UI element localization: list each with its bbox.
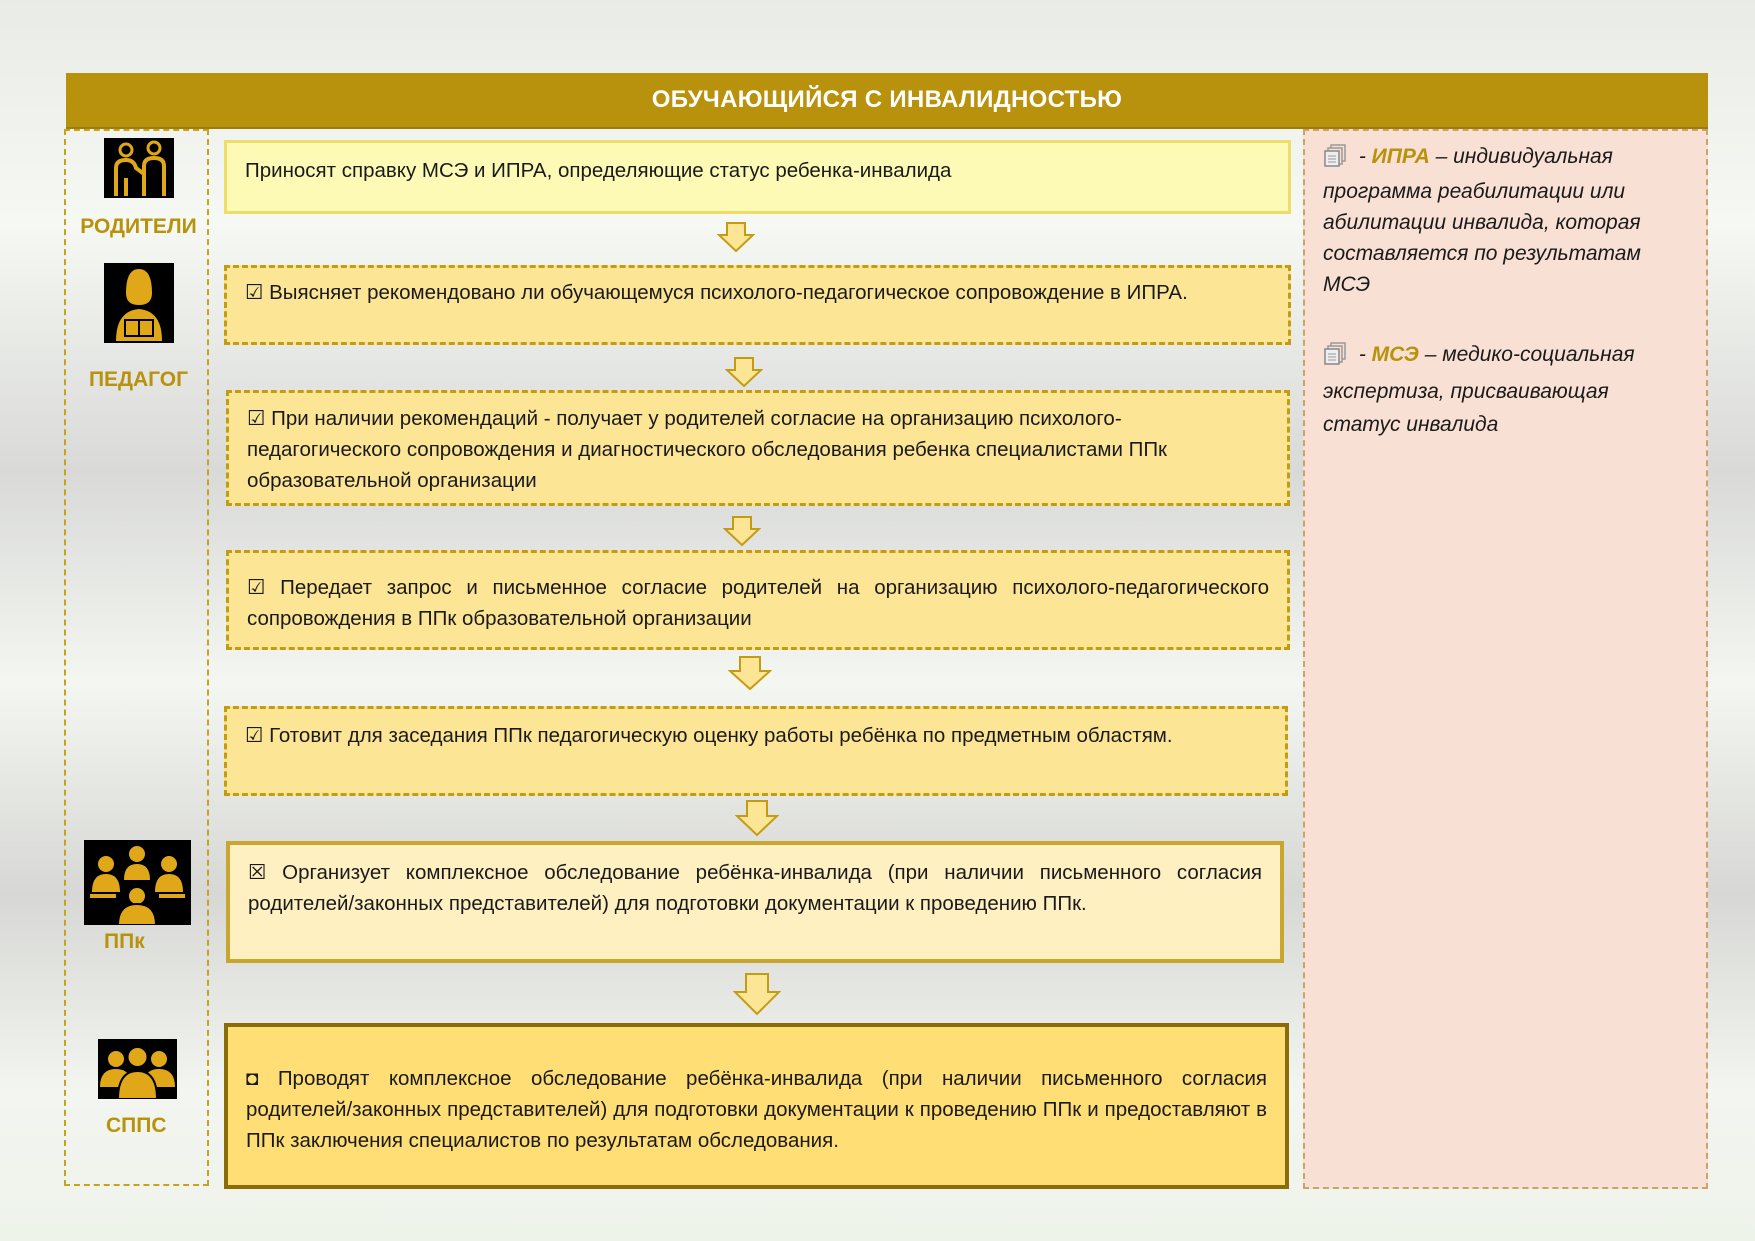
step-7 (224, 1023, 1289, 1189)
step-2 (224, 265, 1291, 345)
check-icon: ☑ (247, 407, 266, 430)
down-arrow-icon (733, 972, 781, 1016)
square-bullet-icon: ◘ (246, 1067, 259, 1090)
down-arrow-icon (717, 221, 755, 253)
step-1 (224, 140, 1291, 214)
check-icon: ☑ (245, 724, 264, 747)
definition-mse (1323, 338, 1692, 441)
down-arrow-icon (735, 799, 779, 837)
down-arrow-icon (723, 515, 761, 547)
document-icon (1323, 341, 1347, 375)
document-icon (1323, 143, 1347, 176)
definition-prefix: - (1353, 145, 1372, 168)
page-title: ОБУЧАЮЩИЙСЯ С ИНВАЛИДНОСТЬЮ (66, 73, 1708, 129)
check-icon: ☑ (247, 576, 266, 599)
down-arrow-icon (725, 356, 763, 388)
step-text: При наличии рекомендаций - получает у родителей согласие на организацию психолого-педагогического сопровождения и диагностического обследования ребенка специалистами ППк образовательной организации (247, 407, 1168, 492)
down-arrow-icon (728, 655, 772, 691)
step-6 (226, 841, 1284, 963)
actor-council (66, 840, 211, 954)
actor-spps (66, 1039, 211, 1138)
definition-ipra (1323, 141, 1692, 300)
definition-text: – индивидуальная программа реабилитации или абилитации инвалида, которая составляется по результатам МСЭ (1323, 145, 1641, 296)
step-5 (224, 706, 1288, 796)
step-text: Приносят справку МСЭ и ИПРА, определяющие статус ребенка-инвалида (245, 159, 952, 182)
step-text: Выясняет рекомендовано ли обучающемуся психолого-педагогическое сопровождение в ИПРА. (269, 281, 1188, 304)
step-text: Организует комплексное обследование ребёнка-инвалида (при наличии письменного согласия родителей/законных представителей) для подготовки документации к проведению ППк. (248, 861, 1262, 915)
definition-term: МСЭ (1371, 343, 1419, 366)
actor-label: СППС (106, 1114, 167, 1137)
actor-parents (66, 138, 211, 239)
step-text: Готовит для заседания ППк педагогическую оценку работы ребёнка по предметным областям. (269, 724, 1173, 747)
group-icon (98, 1039, 177, 1099)
actor-label: РОДИТЕЛИ (80, 215, 197, 238)
cross-check-icon: ☒ (248, 861, 267, 884)
actor-label: ППк (104, 930, 145, 953)
step-4 (226, 550, 1290, 650)
actor-teacher (66, 263, 211, 392)
definitions-panel (1303, 129, 1708, 1189)
step-text: Проводят комплексное обследование ребёнка-инвалида (при наличии письменного согласия родителей/законных представителей) для подготовки документации к проведению ППк и предоставляют в ППк заключения специалистов по результатам обследования. (246, 1067, 1267, 1152)
teacher-icon (104, 263, 174, 343)
definition-text: – медико-социальная экспертиза, присваивающая статус инвалида (1323, 343, 1635, 436)
step-3 (226, 390, 1290, 506)
actor-label: ПЕДАГОГ (88, 368, 189, 391)
definition-prefix: - (1353, 343, 1372, 366)
step-text: Передает запрос и письменное согласие родителей на организацию психолого-педагогического сопровождения в ППк образовательной организации (247, 576, 1269, 630)
council-icon (84, 840, 191, 925)
parents-icon (104, 138, 174, 198)
check-icon: ☑ (245, 281, 264, 304)
definition-term: ИПРА (1371, 145, 1430, 168)
